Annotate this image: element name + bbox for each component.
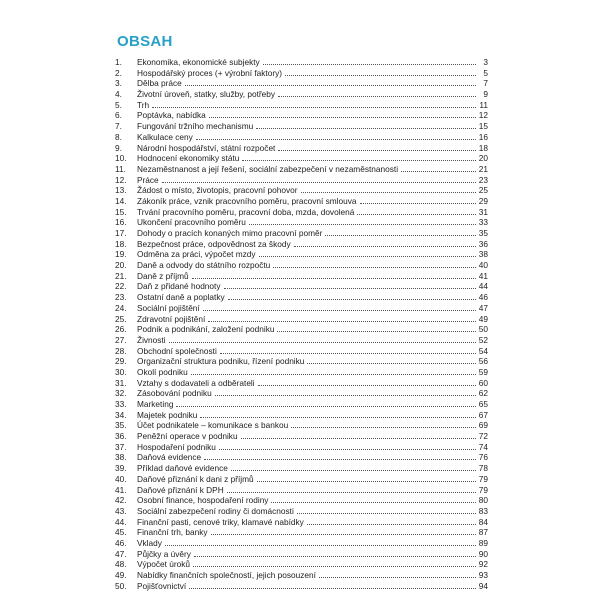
toc-dot-leader xyxy=(203,310,476,311)
toc-dot-leader xyxy=(204,459,476,460)
toc-entry[interactable] xyxy=(115,463,488,474)
toc-entry-number: 17. xyxy=(115,228,127,238)
toc-entry-number: 11. xyxy=(115,163,126,174)
toc-entry-label: Daňové přiznání k DPH xyxy=(137,484,224,495)
toc-entry-number: 49. xyxy=(115,570,127,580)
toc-entry-label: Půjčky a úvěry xyxy=(137,548,191,559)
toc-entry-page-number: 60 xyxy=(478,377,488,388)
toc-entry-page-number: 89 xyxy=(478,537,488,548)
toc-entry-label: Dohody o pracích konaných mimo pracovní poměr xyxy=(137,228,323,238)
toc-dot-leader xyxy=(192,278,476,279)
toc-entry-number: 43. xyxy=(115,505,127,516)
toc-entry[interactable] xyxy=(115,228,488,239)
toc-entry[interactable] xyxy=(115,442,488,453)
toc-entry-page-number: 36 xyxy=(478,238,488,249)
toc-dot-leader xyxy=(162,182,476,183)
toc-entry[interactable] xyxy=(115,517,488,528)
toc-entry-page-number: 25 xyxy=(478,185,488,196)
toc-entry-label: Okolí podniku xyxy=(137,366,188,377)
toc-entry-label: Zdravotní pojištění xyxy=(137,313,206,324)
toc-entry-page-number: 62 xyxy=(478,388,488,399)
toc-entry-number: 27. xyxy=(115,334,127,345)
toc-dot-leader xyxy=(401,171,476,172)
toc-dot-leader xyxy=(228,299,476,300)
toc-entry-page-number: 20 xyxy=(478,153,488,164)
toc-entry[interactable] xyxy=(115,68,488,79)
toc-entry[interactable] xyxy=(115,399,488,410)
toc-dot-leader xyxy=(176,406,476,407)
toc-dot-leader xyxy=(258,385,476,386)
toc-entry[interactable] xyxy=(115,303,488,314)
toc-entry-number: 32. xyxy=(115,388,127,399)
toc-entry-number: 15. xyxy=(115,206,127,217)
toc-dot-leader xyxy=(220,353,476,354)
toc-entry-label: Obchodní společnosti xyxy=(137,345,217,356)
toc-entry[interactable] xyxy=(115,378,488,389)
toc-entry-page-number: 69 xyxy=(478,420,488,431)
toc-entry[interactable] xyxy=(115,538,488,549)
toc-entry-number: 30. xyxy=(115,366,127,377)
toc-entry[interactable] xyxy=(115,420,488,431)
toc-entry-label: Nabídky finančních společností, jejich posouzení xyxy=(137,570,316,580)
toc-entry-number: 37. xyxy=(115,441,127,452)
toc-entry-label: Osobní finance, hospodaření rodiny xyxy=(137,495,269,506)
toc-entry-label: Zásobování podniku xyxy=(137,388,212,399)
toc-dot-leader xyxy=(297,513,476,514)
toc-dot-leader xyxy=(285,75,476,76)
table-of-contents xyxy=(115,57,488,591)
toc-entry[interactable] xyxy=(115,164,488,175)
toc-entry-page-number: 83 xyxy=(478,505,488,516)
toc-entry-number: 39. xyxy=(115,463,127,474)
toc-entry-page-number: 15 xyxy=(478,121,488,132)
toc-entry-number: 33. xyxy=(115,399,127,409)
toc-entry-page-number: 7 xyxy=(483,78,488,89)
toc-entry[interactable] xyxy=(115,217,488,228)
toc-entry-page-number: 76 xyxy=(478,452,488,463)
toc-entry-label: Hospodářský proces (+ výrobní faktory) xyxy=(137,67,283,78)
toc-dot-leader xyxy=(257,481,476,482)
toc-entry[interactable] xyxy=(115,549,488,560)
toc-entry-label: Zákoník práce, vznik pracovního poměru, pracovní smlouva xyxy=(137,195,357,206)
toc-entry[interactable] xyxy=(115,570,488,581)
toc-entry[interactable] xyxy=(115,100,488,111)
toc-dot-leader xyxy=(215,395,476,396)
toc-entry-label: Výpočet úroků xyxy=(137,559,191,570)
toc-entry-label: Vklady xyxy=(137,537,162,548)
toc-dot-leader xyxy=(211,534,476,535)
toc-entry-number: 50. xyxy=(115,580,127,591)
toc-dot-leader xyxy=(191,374,476,375)
toc-entry-page-number: 65 xyxy=(478,399,488,409)
toc-entry-page-number: 78 xyxy=(478,463,488,474)
toc-entry[interactable] xyxy=(115,292,488,303)
toc-entry-page-number: 46 xyxy=(478,292,488,303)
toc-entry[interactable] xyxy=(115,57,488,68)
toc-entry-number: 4. xyxy=(115,89,122,100)
toc-entry-page-number: 90 xyxy=(478,548,488,559)
toc-entry[interactable] xyxy=(115,271,488,282)
toc-entry-page-number: 94 xyxy=(478,580,488,591)
toc-entry-label: Daně z příjmů xyxy=(137,270,189,281)
toc-entry-page-number: 87 xyxy=(478,527,488,538)
toc-entry-page-number: 92 xyxy=(478,559,488,570)
toc-entry[interactable] xyxy=(115,388,488,399)
toc-dot-leader xyxy=(307,524,476,525)
toc-dot-leader xyxy=(194,556,476,557)
toc-dot-leader xyxy=(256,128,476,129)
toc-entry-page-number: 74 xyxy=(478,441,488,452)
toc-entry-label: Žádost o místo, životopis, pracovní pohovor xyxy=(137,185,298,196)
toc-entry[interactable] xyxy=(115,175,488,186)
toc-entry[interactable] xyxy=(115,249,488,260)
toc-entry-number: 35. xyxy=(115,420,127,431)
toc-entry-label: Trvání pracovního poměru, pracovní doba, mzda, dovolená xyxy=(137,206,355,217)
toc-entry[interactable] xyxy=(115,185,488,196)
toc-entry-page-number: 44 xyxy=(478,281,488,292)
toc-entry[interactable] xyxy=(115,495,488,506)
toc-entry[interactable] xyxy=(115,196,488,207)
toc-entry-page-number: 49 xyxy=(478,313,488,324)
toc-entry-number: 38. xyxy=(115,452,127,463)
toc-entry-page-number: 84 xyxy=(478,516,488,527)
toc-dot-leader xyxy=(291,427,476,428)
toc-entry-label: Nezaměstnanost a její řešení, sociální zabezpečení v nezaměstnanosti xyxy=(137,163,399,174)
toc-entry-label: Ukončení pracovního poměru xyxy=(137,217,246,228)
toc-entry-page-number: 80 xyxy=(478,495,488,506)
toc-entry-page-number: 59 xyxy=(478,366,488,377)
toc-entry-page-number: 41 xyxy=(478,270,488,281)
toc-entry-number: 29. xyxy=(115,356,127,367)
toc-entry-number: 26. xyxy=(115,324,127,335)
toc-entry[interactable] xyxy=(115,314,488,325)
toc-entry-number: 1. xyxy=(115,57,122,67)
toc-dot-leader xyxy=(185,85,476,86)
toc-entry-number: 22. xyxy=(115,281,127,292)
toc-entry[interactable] xyxy=(115,474,488,485)
toc-entry-label: Účet podnikatele – komunikace s bankou xyxy=(137,420,289,431)
toc-entry-number: 6. xyxy=(115,110,122,121)
toc-entry-page-number: 40 xyxy=(478,260,488,271)
toc-entry-page-number: 18 xyxy=(478,142,488,153)
toc-entry[interactable] xyxy=(115,121,488,132)
toc-entry[interactable] xyxy=(115,485,488,496)
toc-entry-number: 44. xyxy=(115,516,127,527)
toc-entry[interactable] xyxy=(115,143,488,154)
toc-entry-number: 13. xyxy=(115,185,127,196)
toc-entry-number: 20. xyxy=(115,260,127,271)
toc-entry-label: Daňové přiznání k dani z příjmů xyxy=(137,473,254,484)
toc-entry-number: 46. xyxy=(115,537,127,548)
toc-entry-label: Pojišťovnictví xyxy=(137,580,187,591)
toc-entry-number: 10. xyxy=(115,153,127,164)
toc-entry-page-number: 56 xyxy=(478,356,488,367)
toc-entry-number: 41. xyxy=(115,484,127,495)
toc-dot-leader xyxy=(319,577,476,578)
toc-entry-page-number: 9 xyxy=(483,89,488,100)
toc-entry-label: Majetek podniku xyxy=(137,409,198,420)
toc-entry-label: Daňová evidence xyxy=(137,452,202,463)
toc-entry[interactable] xyxy=(115,207,488,218)
toc-entry[interactable] xyxy=(115,506,488,517)
toc-entry-number: 3. xyxy=(115,78,122,89)
toc-entry-number: 5. xyxy=(115,99,122,110)
toc-entry-number: 2. xyxy=(115,67,122,78)
toc-dot-leader xyxy=(294,246,476,247)
toc-entry-label: Příklad daňové evidence xyxy=(137,463,228,474)
toc-entry-page-number: 5 xyxy=(483,67,488,78)
toc-entry-number: 45. xyxy=(115,527,127,538)
toc-entry-label: Odměna za práci, výpočet mzdy xyxy=(137,249,256,260)
toc-entry-label: Práce xyxy=(137,174,159,185)
toc-entry-label: Hospodaření podniku xyxy=(137,441,216,452)
toc-dot-leader xyxy=(307,363,476,364)
toc-entry-page-number: 11 xyxy=(479,99,488,110)
toc-dot-leader xyxy=(193,566,476,567)
toc-entry[interactable] xyxy=(115,559,488,570)
toc-dot-leader xyxy=(231,470,476,471)
toc-entry-page-number: 12 xyxy=(478,110,488,121)
toc-dot-leader xyxy=(263,64,476,65)
toc-entry-number: 16. xyxy=(115,217,127,228)
toc-dot-leader xyxy=(259,256,476,257)
toc-dot-leader xyxy=(357,214,476,215)
toc-entry-number: 19. xyxy=(115,249,127,260)
toc-dot-leader xyxy=(249,224,476,225)
toc-entry[interactable] xyxy=(115,581,488,592)
toc-entry-number: 8. xyxy=(115,131,122,142)
toc-entry-label: Daně a odvody do státního rozpočtu xyxy=(137,260,271,271)
toc-entry-label: Sociální pojištění xyxy=(137,302,200,313)
toc-entry[interactable] xyxy=(115,239,488,250)
toc-entry-number: 9. xyxy=(115,142,122,153)
toc-entry[interactable] xyxy=(115,132,488,143)
toc-dot-leader xyxy=(189,588,476,589)
toc-entry-label: Fungování tržního mechanismu xyxy=(137,121,254,132)
page-title: OBSAH xyxy=(117,33,173,50)
toc-entry-label: Sociální zabezpečení rodiny či domácnosti xyxy=(137,505,294,516)
toc-dot-leader xyxy=(224,288,477,289)
toc-dot-leader xyxy=(200,417,476,418)
toc-entry-label: Organizační struktura podniku, řízení podniku xyxy=(137,356,305,367)
toc-entry[interactable] xyxy=(115,324,488,335)
toc-dot-leader xyxy=(227,492,476,493)
toc-entry-label: Ekonomika, ekonomické subjekty xyxy=(137,57,260,67)
toc-entry-page-number: 16 xyxy=(478,131,488,142)
toc-entry[interactable] xyxy=(115,410,488,421)
toc-entry[interactable] xyxy=(115,153,488,164)
toc-entry-page-number: 31 xyxy=(478,206,488,217)
toc-entry-page-number: 54 xyxy=(478,345,488,356)
toc-entry-number: 36. xyxy=(115,431,127,442)
toc-entry-page-number: 50 xyxy=(478,324,488,335)
toc-entry[interactable] xyxy=(115,110,488,121)
toc-dot-leader xyxy=(196,139,476,140)
toc-dot-leader xyxy=(241,438,476,439)
toc-entry[interactable] xyxy=(115,431,488,442)
toc-dot-leader xyxy=(242,160,476,161)
toc-entry-number: 12. xyxy=(115,174,127,185)
toc-entry-number: 47. xyxy=(115,548,127,559)
toc-entry-label: Kalkulace ceny xyxy=(137,131,193,142)
toc-dot-leader xyxy=(219,449,476,450)
toc-entry[interactable] xyxy=(115,367,488,378)
toc-dot-leader xyxy=(169,342,476,343)
toc-dot-leader xyxy=(271,502,476,503)
toc-entry-page-number: 79 xyxy=(478,484,488,495)
toc-entry-label: Dělba práce xyxy=(137,78,182,89)
toc-entry-number: 14. xyxy=(115,195,127,206)
toc-entry-number: 18. xyxy=(115,238,127,249)
toc-entry[interactable] xyxy=(115,356,488,367)
toc-entry-page-number: 33 xyxy=(478,217,488,228)
toc-entry-label: Trh xyxy=(137,99,150,110)
toc-entry-page-number: 72 xyxy=(478,431,488,442)
toc-entry-number: 23. xyxy=(115,292,127,303)
toc-dot-leader xyxy=(325,235,476,236)
toc-entry-page-number: 35 xyxy=(478,228,488,238)
toc-entry-label: Vztahy s dodavateli a odběrateli xyxy=(137,377,255,388)
toc-entry-page-number: 21 xyxy=(478,163,488,174)
toc-entry-number: 40. xyxy=(115,473,127,484)
toc-entry-label: Národní hospodářství, státní rozpočet xyxy=(137,142,276,153)
toc-entry[interactable] xyxy=(115,260,488,271)
toc-entry-page-number: 47 xyxy=(478,302,488,313)
toc-entry-number: 31. xyxy=(115,377,127,388)
toc-entry-page-number: 23 xyxy=(478,174,488,185)
toc-entry-label: Životní úroveň, statky, služby, potřeby xyxy=(137,89,276,100)
toc-entry[interactable] xyxy=(115,78,488,89)
toc-entry-label: Živnosti xyxy=(137,334,166,345)
toc-entry-page-number: 52 xyxy=(478,334,488,345)
toc-entry-page-number: 3 xyxy=(483,57,488,67)
toc-entry[interactable] xyxy=(115,335,488,346)
toc-entry[interactable] xyxy=(115,527,488,538)
toc-dot-leader xyxy=(273,267,476,268)
toc-dot-leader xyxy=(277,331,476,332)
toc-entry-label: Ostatní daně a poplatky xyxy=(137,292,225,303)
toc-dot-leader xyxy=(209,117,476,118)
toc-entry-number: 48. xyxy=(115,559,127,570)
toc-entry-number: 21. xyxy=(115,270,127,281)
toc-entry-label: Finanční trh, banky xyxy=(137,527,208,538)
toc-entry[interactable] xyxy=(115,452,488,463)
toc-entry-number: 24. xyxy=(115,302,127,313)
toc-entry-label: Marketing xyxy=(137,399,174,409)
toc-entry-number: 7. xyxy=(115,121,122,132)
toc-entry-label: Poptávka, nabídka xyxy=(137,110,206,121)
toc-dot-leader xyxy=(208,321,476,322)
toc-entry[interactable] xyxy=(115,89,488,100)
toc-entry-label: Daň z přidané hodnoty xyxy=(137,281,221,292)
toc-entry-label: Podnik a podnikání, založení podniku xyxy=(137,324,275,335)
toc-entry-label: Hodnocení ekonomiky státu xyxy=(137,153,240,164)
toc-dot-leader xyxy=(278,150,476,151)
toc-entry-page-number: 79 xyxy=(478,473,488,484)
toc-dot-leader xyxy=(278,96,476,97)
toc-entry[interactable] xyxy=(115,281,488,292)
toc-entry-page-number: 38 xyxy=(478,249,488,260)
toc-entry-label: Bezpečnost práce, odpovědnost za škody xyxy=(137,238,291,249)
toc-dot-leader xyxy=(165,545,476,546)
toc-entry-page-number: 93 xyxy=(478,570,488,580)
toc-entry-number: 28. xyxy=(115,345,127,356)
toc-entry-number: 25. xyxy=(115,313,127,324)
toc-entry[interactable] xyxy=(115,346,488,357)
toc-entry-page-number: 67 xyxy=(478,409,488,420)
toc-entry-label: Finanční pasti, cenové triky, klamavé nabídky xyxy=(137,516,304,527)
toc-dot-leader xyxy=(360,203,476,204)
toc-entry-number: 42. xyxy=(115,495,127,506)
toc-entry-page-number: 29 xyxy=(478,195,488,206)
toc-entry-number: 34. xyxy=(115,409,127,420)
toc-dot-leader xyxy=(301,192,477,193)
toc-dot-leader xyxy=(152,107,476,108)
toc-entry-label: Peněžní operace v podniku xyxy=(137,431,238,442)
